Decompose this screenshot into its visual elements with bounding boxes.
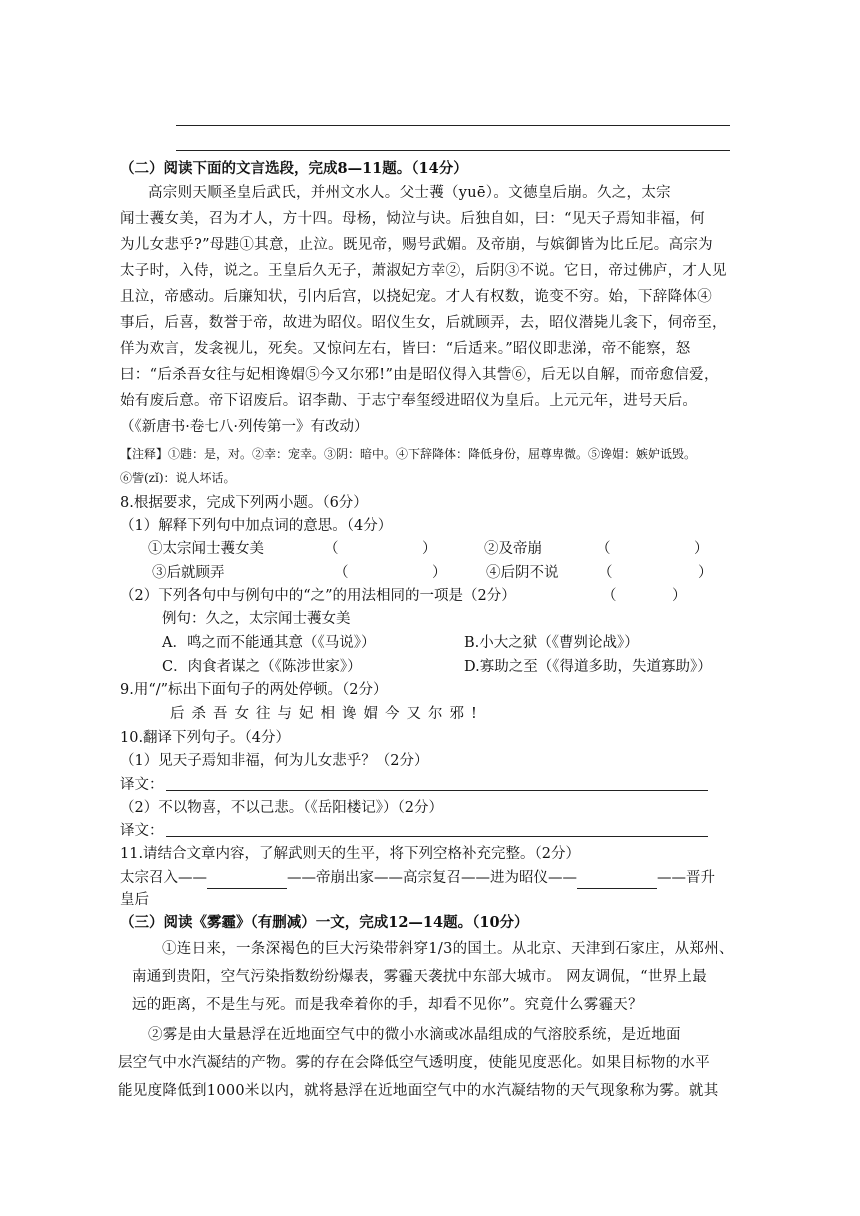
answer-paren-open: （ [324,541,339,557]
translation-label: 译文： [120,823,164,839]
q11-seq-end: 皇后 [120,892,149,908]
article-line: 能见度降低到1000米以内，就将悬浮在近地面空气中的水汽凝结物的天气现象称为雾。就其 [118,1083,719,1099]
annotation-notes: ⑥訾(zǐ)：说人坏话。 [120,471,236,485]
q11-seq-c: ——晋升 [657,870,715,886]
q8-example: 例句：久之，太宗闻士彟女美 [162,611,351,627]
answer-paren-close: ） [698,565,713,581]
passage-line: 高宗则天顺圣皇后武氏，并州文水人。父士彟（yuē）。文德皇后崩。久之，太宗 [148,185,671,201]
answer-rule [176,125,730,126]
answer-paren-close: ） [432,565,447,581]
translation-answer-line[interactable] [166,836,708,837]
passage-line: 事后，后喜，数誉于帝，故进为昭仪。昭仪生女，后就顾弄，去，昭仪潜毙儿衾下，伺帝至， [120,315,727,331]
question-8-sub2: （2）下列各句中与例句中的“之”的用法相同的一项是（2分） [120,588,516,604]
answer-rule [176,150,730,151]
answer-paren-open: （ [334,565,349,581]
passage-line: 佯为欢言，发衾视儿，死矣。又惊问左右，皆曰：“后适来。”昭仪即悲涕，帝不能察，怒 [120,341,691,357]
question-8-sub1: （1）解释下列句中加点词的意思。（4分） [120,518,393,534]
option-b: B.小大之狱（《曹刿论战》） [464,635,639,651]
q11-seq-b: ——帝崩出家——高宗复召——进为昭仪—— [287,870,577,886]
annotation-notes: 【注释】①韪：是，对。②幸：宠幸。③阴：暗中。④下辞降体：降低身份，屈尊卑微。⑤谗媢：嫉妒诋毁。 [120,447,697,461]
translation-answer-line[interactable] [166,790,708,791]
answer-paren-open: （ [602,588,617,604]
article-line: ①连日来，一条深褐色的巨大污染带斜穿1/3的国土。从北京、天津到石家庄，从郑州、 [162,941,734,957]
q8-item-2: ②及帝崩 [484,541,542,557]
q8-item-4: ④后阴不说 [486,565,559,581]
article-line: 层空气中水汽凝结的产物。雾的存在会降低空气透明度，使能见度恶化。如果目标物的水平 [118,1055,710,1071]
section2-heading: （二）阅读下面的文言选段，完成8—11题。（14分） [120,160,468,177]
question-10-title: 10.翻译下列句子。（4分） [120,730,291,746]
passage-line: 为儿女悲乎?”母韪①其意，止泣。既见帝，赐号武媚。及帝崩，与嫔御皆为比丘尼。高宗为 [120,237,713,253]
passage-line: 曰：“后杀吾女往与妃相谗媢⑤今又尔邪!”由是昭仪得入其訾⑥，后无以自解，而帝愈信爱， [120,367,719,383]
passage-line: 始有废后意。帝下诏废后。诏李勣、于志宁奉玺绶进昭仪为皇后。上元元年，进号天后。 [120,393,698,409]
article-line: 远的距离，不是生与死。而是我牵着你的手，却看不见你”。究竟什么雾霾天？ [132,997,643,1013]
section3-heading: （三）阅读《雾霾》（有删减）一文，完成12—14题。（10分） [120,914,529,931]
article-line: ②雾是由大量悬浮在近地面空气中的微小水滴或冰晶组成的气溶胶系统，是近地面 [148,1027,681,1043]
answer-paren-open: （ [596,541,611,557]
passage-line: 闻士彟女美，召为才人，方十四。母杨，恸泣与诀。后独自如，曰：“见天子焉知非福，何 [120,211,705,227]
option-d: D.寡助之至（《得道多助，失道寡助》） [464,659,712,675]
answer-paren-open: （ [598,565,613,581]
passage-source: （《新唐书·卷七八·列传第一》有改动） [120,419,369,435]
answer-paren-close: ） [694,541,709,557]
question-8-title: 8.根据要求，完成下列两小题。（6分） [120,495,368,511]
article-line: 南通到贵阳，空气污染指数纷纷爆表，雾霾天袭扰中东部大城市。 网友调侃，“世界上最 [132,969,708,985]
q10-sub1: （1）见天子焉知非福，何为儿女悲乎？（2分） [120,753,429,769]
q8-item-1: ①太宗闻士彟女美 [148,541,264,557]
passage-line: 太子时，入侍，说之。王皇后久无子，萧淑妃方幸②，后阴③不说。它日，帝过佛庐，才人见 [120,263,727,279]
q8-item-3: ③后就顾弄 [152,565,225,581]
q11-seq-a: 太宗召入—— [120,870,207,886]
answer-paren-close: ） [422,541,437,557]
option-c: C．肉食者谋之（《陈涉世家》） [162,659,362,675]
question-9-title: 9.用“/”标出下面句子的两处停顿。（2分） [120,682,388,698]
answer-paren-close: ） [672,588,687,604]
fill-blank-2[interactable] [577,866,657,889]
fill-blank-1[interactable] [207,866,287,889]
q10-sub2: （2）不以物喜，不以己悲。（《岳阳楼记》）（2分） [120,800,443,816]
q9-sentence: 后杀吾女往与妃相谗媢今又尔邪! [170,706,484,722]
q11-sequence [120,866,715,889]
option-a: A．鸣之而不能通其意（《马说》） [162,635,376,651]
passage-line: 且泣，帝感动。后廉知状，引内后宫，以挠妃宠。才人有权数，诡变不穷。始，下辞降体④ [120,289,712,305]
translation-label: 译文： [120,777,164,793]
question-11-title: 11.请结合文章内容，了解武则天的生平，将下列空格补充完整。（2分） [120,846,581,862]
